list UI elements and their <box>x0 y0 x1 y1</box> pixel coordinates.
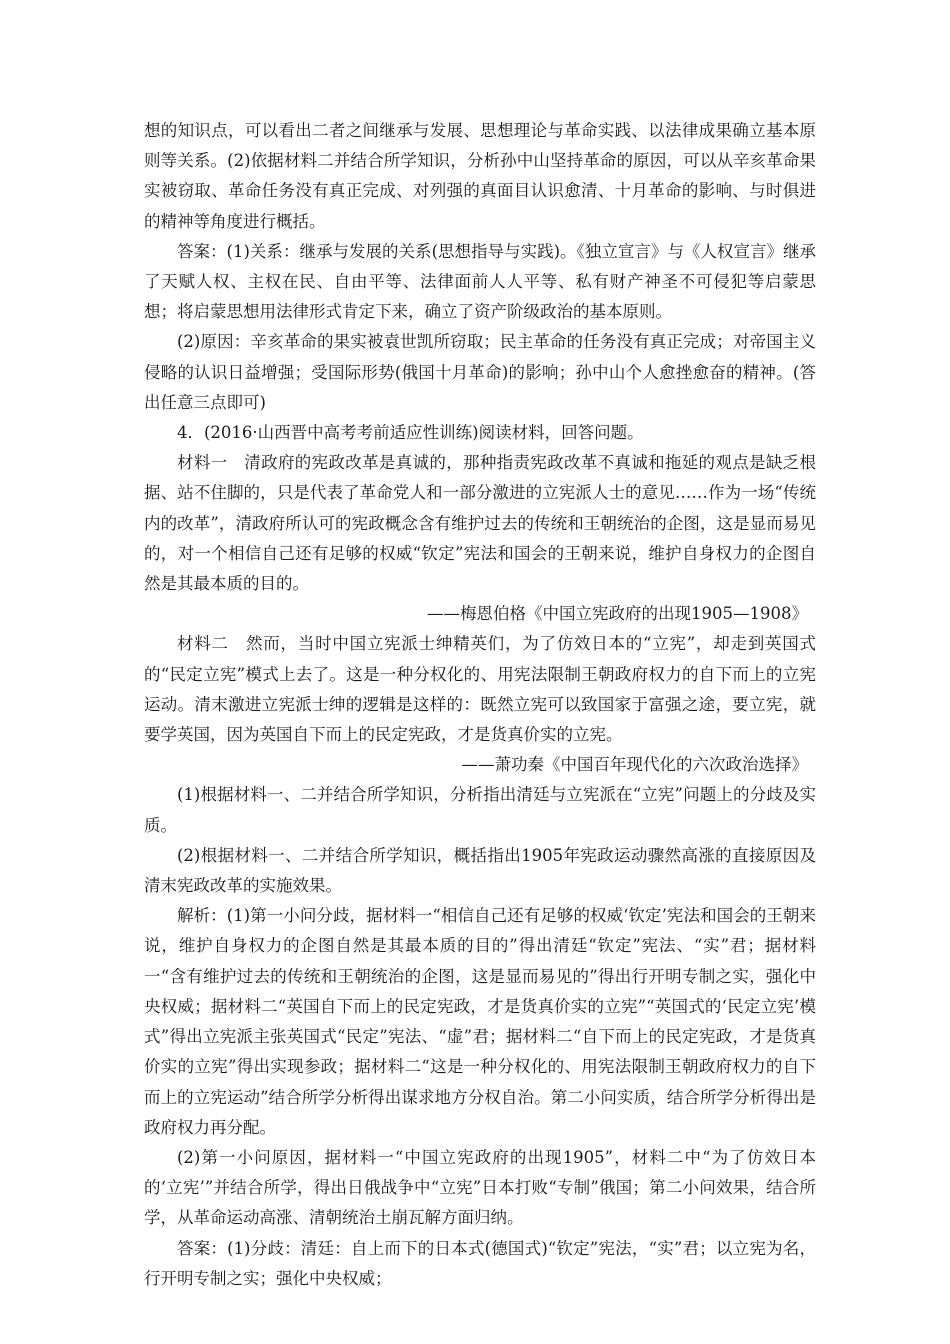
question-4-part-1: (1)根据材料一、二并结合所学知识，分析指出清廷与立宪派在“立宪”问题上的分歧及实质。 <box>144 785 816 835</box>
question-4-heading: 4．(2016·山西晋中高考考前适应性训练)阅读材料，回答问题。 <box>177 423 644 443</box>
analysis-paragraph-2: (2)第一小问原因，据材料一“中国立宪政府的出现1905”，材料二中“为了仿效日本的‘立宪’”并结合所学，得出日俄战争中“立宪”日本打败“专制”俄国；第二小问效果，结合所学，从革命运动高涨、清朝统治土崩瓦解方面归纳。 <box>144 1147 816 1228</box>
question-4-part-2: (2)根据材料一、二并结合所学知识，概括指出1905年宪政运动骤然高涨的直接原因及清末宪政改革的实施效果。 <box>144 845 816 896</box>
document-page <box>144 116 816 1294</box>
analysis-paragraph-1: 解析：(1)第一小问分歧，据材料一“相信自己还有足够的权威‘钦定’宪法和国会的王朝来说，维护自身权力的企图自然是其最本质的目的”得出清廷“钦定”宪法、“实”君；据材料一“含有维护过去的传统和王朝统治的企图，这是显而易见的”得出行开明专制之实，强化中央权威；据材料二“英国自下而上的民定宪政，才是货真价实的立宪”“英国式的‘民定立宪’模式”得出立宪派主张英国式“民定”宪法、“虚”君；据材料二“自下而上的民定宪政，才是货真价实的立宪”得出实现参政；据材料二“这是一种分权化的、用宪法限制王朝政府权力的自下而上的立宪运动”结合所学分析得出谋求地方分权自治。第二小问实质，结合所学分析得出是政府权力再分配。 <box>144 906 816 1137</box>
answer-paragraph-1: 答案：(1)关系：继承与发展的关系(思想指导与实践)。《独立宣言》与《人权宣言》继承了天赋人权、主权在民、自由平等、法律面前人人平等、私有财产神圣不可侵犯等启蒙思想；将启蒙思想用法律形式肯定下来，确立了资产阶级政治的基本原则。 <box>144 241 816 322</box>
answer-paragraph-3: 答案：(1)分歧：清廷：自上而下的日本式(德国式)“钦定”宪法，“实”君；以立宪为名，行开明专制之实；强化中央权威； <box>144 1238 816 1288</box>
material-2-source: ——萧功秦《中国百年现代化的六次政治选择》 <box>461 755 808 775</box>
analysis-paragraph-continued: 想的知识点，可以看出二者之间继承与发展、思想理论与革命实践、以法律成果确立基本原则等关系。(2)依据材料二并结合所学知识，分析孙中山坚持革命的原因，可以从辛亥革命果实被窃取、革命任务没有真正完成、对列强的真面目认识愈清、十月革命的影响、与时俱进的精神等角度进行概括。 <box>144 121 816 231</box>
material-2: 材料二 然而，当时中国立宪派士绅精英们，为了仿效日本的“立宪”，却走到英国式的“民定立宪”模式上去了。这是一种分权化的、用宪法限制王朝政府权力的自下而上的立宪运动。清末激进立宪派士绅的逻辑是这样的：既然立宪可以致国家于富强之途，要立宪，就要学英国，因为英国自下而上的民定宪政，才是货真价实的立宪。 <box>144 634 816 745</box>
answer-paragraph-2: (2)原因：辛亥革命的果实被袁世凯所窃取；民主革命的任务没有真正完成；对帝国主义侵略的认识日益增强；受国际形势(俄国十月革命)的影响；孙中山个人愈挫愈奋的精神。(答出任意三点即可) <box>144 332 816 412</box>
material-1: 材料一 清政府的宪政改革是真诚的，那种指责宪政改革不真诚和拖延的观点是缺乏根据、站不住脚的，只是代表了革命党人和一部分激进的立宪派人士的意见……作为一场“传统内的改革”，清政府所认可的宪政概念含有维护过去的传统和王朝统治的企图，这是显而易见的，对一个相信自己还有足够的权威“钦定”宪法和国会的王朝来说，维护自身权力的企图自然是其最本质的目的。 <box>144 453 816 594</box>
material-1-source: ——梅恩伯格《中国立宪政府的出现1905—1908》 <box>427 604 808 624</box>
